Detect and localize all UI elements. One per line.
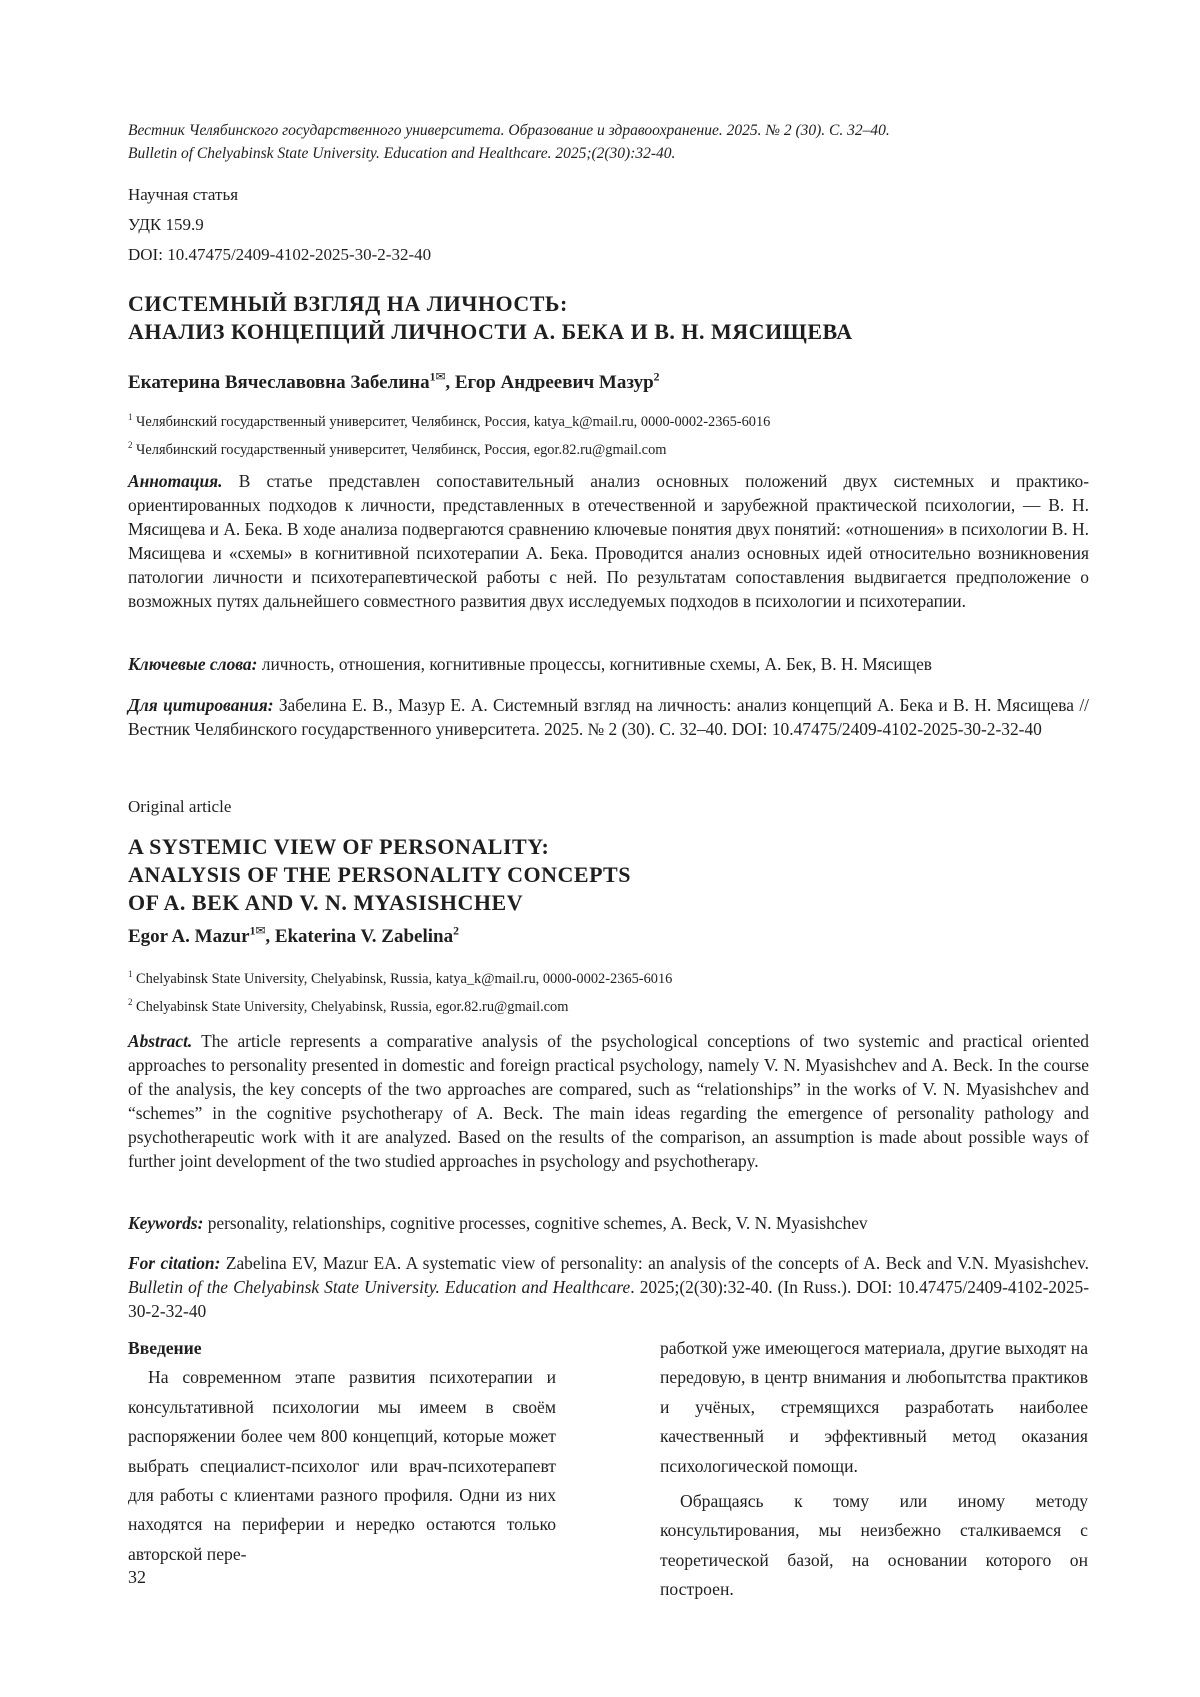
title-en-line-3: OF A. BEK AND V. N. MYASISHCHEV	[128, 890, 524, 915]
email-icon: ✉	[255, 924, 266, 938]
author-separator: ,	[445, 372, 455, 393]
author-name: Екатерина Вячеславовна Забелина	[128, 372, 430, 393]
title-ru-line-2: АНАЛИЗ КОНЦЕПЦИЙ ЛИЧНОСТИ А. БЕКА И В. Н. МЯСИЩЕВА	[128, 319, 853, 344]
article-type: Научная статья	[128, 185, 239, 204]
title-en	[128, 833, 1088, 917]
section-heading: Введение	[128, 1338, 202, 1358]
author-name: Егор Андреевич Мазур	[454, 372, 654, 393]
author-name: Egor A. Mazur	[128, 926, 250, 947]
citation-text: . 2025;(2(30):32-40. (In Russ.). DOI: 10.47475/2409-4102-2025-30-2-32-40	[128, 1277, 1089, 1321]
abstract-text: В статье представлен сопоставительный анализ основных положений двух системных и практико-ориентированных подходов к личности, представленных в отечественной и зарубежной практической психологии, — В. Н. Мясищева и А. Бека. В ходе анализа подвергаются сравнению ключевые понятия двух понятий: «отношения» в психологии В. Н. Мясищева и «схемы» в когнитивной психотерапии А. Бека. Проводится анализ основных идей относительно возникновения патологии личности и психотерапевтической работы с ней. По результатам сопоставления выдвигается предположение о возможных путях дальнейшего совместного развития двух исследуемых подходов в психологии и психотерапии.	[128, 471, 1089, 611]
abstract-text: The article represents a comparative analysis of the psychological conceptions of two systemic and practical oriented approaches to personality presented in domestic and foreign practical psychology, namely V. N. Myasishchev and A. Beck. In the course of the analysis, the key concepts of the two approaches are compared, such as “relationships” in the works of V. N. Myasishchev and “schemes” in the cognitive psychotherapy of A. Beck. The main ideas regarding the emergence of personality pathology and psychotherapeutic work with it are analyzed. Based on the results of the comparison, an assumption is made about possible ways of further joint development of the two studied approaches in psychology and psychotherapy.	[128, 1031, 1089, 1171]
author-separator: ,	[265, 926, 275, 947]
keywords-en	[128, 1211, 1089, 1235]
authors-en	[128, 926, 459, 948]
abstract-en	[128, 1029, 1089, 1173]
affiliation-mark: 2	[453, 924, 459, 938]
body-paragraph: На современном этапе развития психотерапии и консультативной психологии мы имеем в своём распоряжении более чем 800 концепций, которые может выбрать специалист-психолог или врач-психотерапевт для работы с клиентами разного профиля. Одни из них находятся на периферии и нередко остаются только авторской пере-	[128, 1367, 556, 1564]
keywords-text: personality, relationships, cognitive processes, cognitive schemes, A. Beck, V. N. Myasishchev	[203, 1213, 868, 1233]
citation-journal: Bulletin of the Chelyabinsk State University. Education and Healthcare	[128, 1277, 631, 1297]
title-ru	[128, 290, 1088, 346]
abstract-label: Abstract.	[128, 1031, 193, 1051]
authors-ru	[128, 372, 660, 394]
affiliation-mark: 1	[249, 924, 256, 938]
page-number: 32	[128, 1567, 146, 1587]
title-en-line-1: A SYSTEMIC VIEW OF PERSONALITY:	[128, 834, 550, 859]
affiliation-2: $^2$ Chelyabinsk State University, Chelyabinsk, Russia, egor.82.ru@gmail.com	[128, 997, 569, 1015]
author-name: Ekaterina V. Zabelina	[274, 926, 454, 947]
affiliation-mark: 2	[653, 370, 660, 384]
affiliation-1: $^1$ Chelyabinsk State University, Chelyabinsk, Russia, katya_k@mail.ru, 0000-0002-2365-6016	[128, 969, 673, 987]
title-en-line-2: ANALYSIS OF THE PERSONALITY CONCEPTS	[128, 862, 631, 887]
affiliation-mark: 1	[128, 412, 133, 423]
journal-line-en: Bulletin of Chelyabinsk State University. Education and Healthcare. 2025;(2(30):32-40.	[128, 145, 676, 162]
citation-ru	[128, 693, 1089, 741]
title-ru-line-1: СИСТЕМНЫЙ ВЗГЛЯД НА ЛИЧНОСТЬ:	[128, 291, 568, 316]
keywords-text: личность, отношения, когнитивные процессы, когнитивные схемы, А. Бек, В. Н. Мясищев	[257, 654, 933, 674]
body-column-left	[128, 1334, 556, 1569]
keywords-label: Keywords:	[128, 1213, 204, 1233]
affiliations-en	[128, 965, 1088, 1021]
article-meta-ru	[128, 180, 431, 270]
body-paragraph: работкой уже имеющегося материала, другие выходят на передовую, в центр внимания и любопытства практиков и учёных, стремящихся разработать наиболее качественный и эффективный метод оказания психологической помощи.	[660, 1338, 1088, 1476]
doi: DOI: 10.47475/2409-4102-2025-30-2-32-40	[128, 245, 432, 264]
citation-label: Для цитирования:	[128, 695, 274, 715]
email-icon: ✉	[435, 370, 446, 384]
keywords-label: Ключевые слова:	[128, 654, 258, 674]
journal-header	[128, 119, 1088, 165]
keywords-ru	[128, 652, 1089, 676]
body-column-right	[660, 1334, 1088, 1605]
affiliation-mark: 1	[429, 370, 436, 384]
citation-label: For citation:	[128, 1253, 221, 1273]
citation-text: Забелина Е. В., Мазур Е. А. Системный взгляд на личность: анализ концепций А. Бека и В. Н. Мясищева // Вестник Челябинского государственного университета. 2025. № 2 (30). С. 32–40. DOI: 10.47475/2409-4102-2025-30-2-32-40	[128, 695, 1089, 739]
article-type-en: Original article	[128, 797, 232, 816]
journal-line-ru: Вестник Челябинского государственного университета. Образование и здравоохранение. 2025. № 2 (30). С. 32–40.	[128, 122, 890, 139]
affiliation-1: $^1$ Челябинский государственный университет, Челябинск, Россия, katya_k@mail.ru, 0000-0002-2365-6016	[128, 412, 771, 430]
abstract-ru	[128, 469, 1089, 613]
affiliation-2: $^2$ Челябинский государственный университет, Челябинск, Россия, egor.82.ru@gmail.com	[128, 440, 667, 458]
udc-code: УДК 159.9	[128, 215, 204, 234]
citation-text: Zabelina EV, Mazur EA. A systematic view of personality: an analysis of the concepts of A. Beck and V.N. Myasishchev.	[220, 1253, 1090, 1273]
affiliation-mark: 2	[128, 997, 133, 1008]
citation-en	[128, 1251, 1089, 1323]
abstract-label: Аннотация.	[128, 471, 223, 491]
body-paragraph: Обращаясь к тому или иному методу консультирования, мы неизбежно сталкиваемся с теоретической базой, на основании которого он построен.	[660, 1491, 1088, 1600]
affiliation-mark: 2	[128, 440, 133, 451]
affiliation-mark: 1	[128, 969, 133, 980]
affiliations-ru	[128, 408, 1088, 464]
